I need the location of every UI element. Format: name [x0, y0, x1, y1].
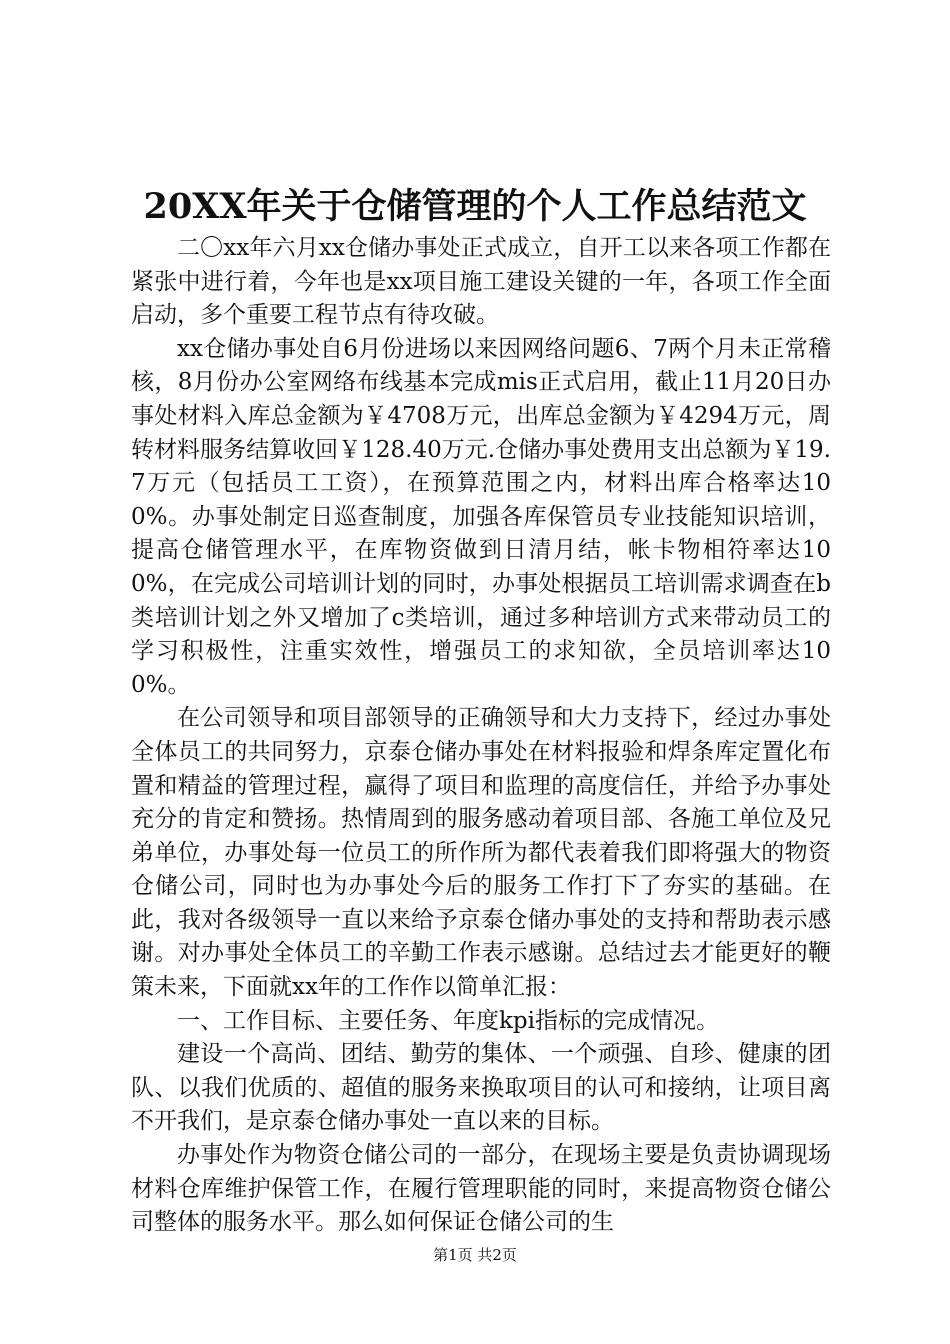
- paragraph-role: 办事处作为物资仓储公司的一部分，在现场主要是负责协调现场材料仓库维护保管工作，在履行管理职能的同时，来提高物资仓储公司整体的服务水平。那么如何保证仓储公司的生: [131, 1142, 831, 1236]
- document-body: [131, 232, 831, 1240]
- page-number-footer: 第1页 共2页: [433, 1246, 517, 1264]
- section-heading-goals: 一、工作目标、主要任务、年度kpi指标的完成情况。: [177, 1007, 720, 1034]
- paragraph-goals: 建设一个高尚、团结、勤劳的集体、一个顽强、自珍、健康的团队、以我们优质的、超值的服务来换取项目的认可和接纳，让项目离不开我们，是京泰仓储办事处一直以来的目标。: [131, 1041, 831, 1135]
- paragraph-intro: 二〇xx年六月xx仓储办事处正式成立，自开工以来各项工作都在紧张中进行着，今年也是xx项目施工建设关键的一年，各项工作全面启动，多个重要工程节点有待攻破。: [131, 235, 831, 329]
- paragraph-statistics: xx仓储办事处自6月份进场以来因网络问题6、7两个月未正常稽核，8月份办公室网络布线基本完成mis正式启用，截止11月20日办事处材料入库总金额为￥4708万元，出库总金额为￥4294万元，周转材料服务结算收回￥128.40万元.仓储办事处费用支出总额为￥19.7万元（包括员工工资），在预算范围之内，材料出库合格率达100%。办事处制定日巡查制度，加强各库保管员专业技能知识培训，提高仓储管理水平，在库物资做到日清月结，帐卡物相符率达100%，在完成公司培训计划的同时，办事处根据员工培训需求调查在b类培训计划之外又增加了c类培训，通过多种培训方式来带动员工的学习积极性，注重实效性，增强员工的求知欲，全员培训率达100%。: [131, 335, 831, 698]
- document-title: 20XX年关于仓储管理的个人工作总结范文: [143, 186, 807, 227]
- paragraph-acknowledgement: 在公司领导和项目部领导的正确领导和大力支持下，经过办事处全体员工的共同努力，京泰仓储办事处在材料报验和焊条库定置化布置和精益的管理过程，赢得了项目和监理的高度信任，并给予办事处充分的肯定和赞扬。热情周到的服务感动着项目部、各施工单位及兄弟单位，办事处每一位员工的所作所为都代表着我们即将强大的物资仓储公司，同时也为办事处今后的服务工作打下了夯实的基础。在此，我对各级领导一直以来给予京泰仓储办事处的支持和帮助表示感谢。对办事处全体员工的辛勤工作表示感谢。总结过去才能更好的鞭策未来，下面就xx年的工作作以简单汇报：: [131, 705, 831, 1001]
